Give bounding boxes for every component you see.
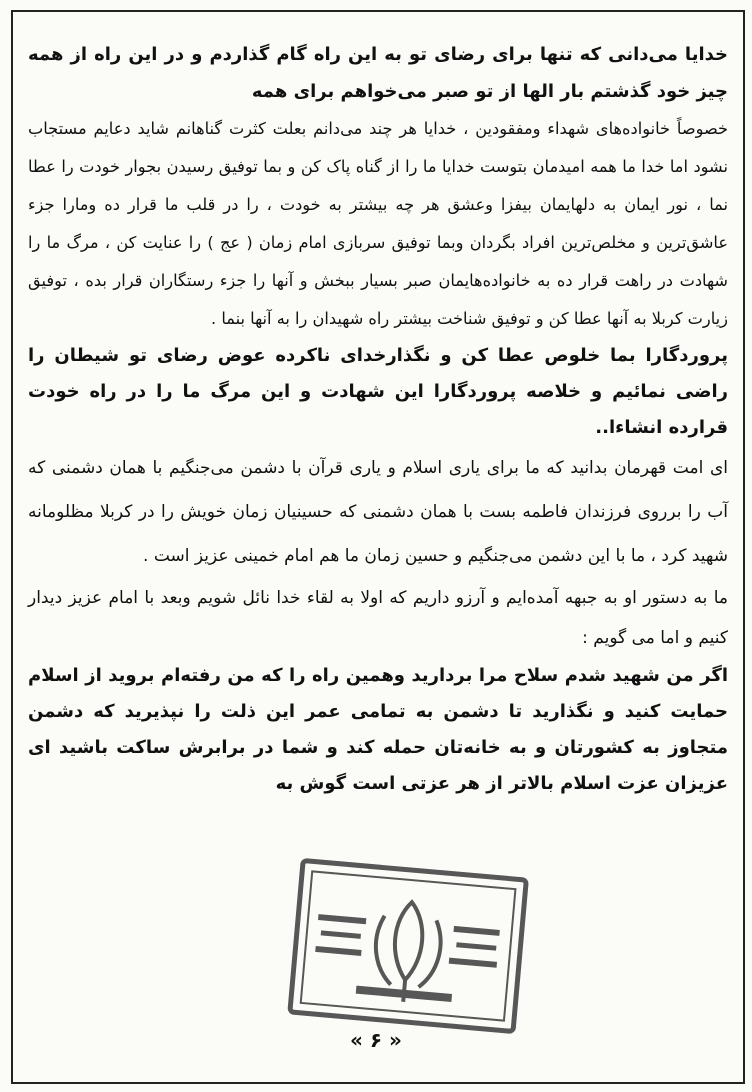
paragraph-front-command: ما به دستور او به جبهه آمده‌ایم و آرزو داریم که اولا به لقاء خدا نائل شویم وبعد با امام عزیز دیدار کنیم و اما می گویم : [28,588,728,648]
paragraph-prayer-sincerity: پروردگارا بما خلوص عطا کن و نگذارخدای ناکرده عوض رضای تو شیطان را راضی نمائیم و خلاصه پروردگارا این شهادت و این مرگ ما را در راه خودت قرارده انشاءا.. [28,345,728,438]
paragraph-prayer-intro: خدایا می‌دانی که تنها برای رضای تو به این راه گام گذاردم و در این راه از همه چیز خود گذشتم بار الها از تو صبر می‌خواهم برای همه [28,44,728,102]
official-stamp [283,852,533,1042]
paragraph-testament-message: اگر من شهید شدم سلاح مرا بردارید وهمین راه را که من رفته‌ام بروید از اسلام حمایت کنید و نگذارید تا دشمن به تمامی عمر این ذلت را نپذیرید که دشمن متجاوز به کشورتان و به خانه‌تان حمله کند و شما در برابرش ساکت باشید ای عزیزان عزت اسلام بالاتر از هر عزتی است گوش به [28,665,728,794]
page-number: « ۶ » [350,1028,402,1052]
paragraph-prayer-families: خصوصاً خانواده‌های شهداء ومفقودین ، خدایا هر چند می‌دانم بعلت کثرت گناهانم شاید دعایم مستجاب نشود اما خدا ما همه امیدمان بتوست خدایا ما را از گناه پاک کن و بما توفیق رسیدن بجوار خودت را عطا نما ، نور ایمان به دلهایمان بیفزا وعشق هر چه بیشتر به خودت ، را در قلب ما قرار ده ومارا جزء عاشق‌ترین و مخلص‌ترین افراد بگردان وبما توفیق سربازی امام زمان ( عج ) را عنایت کن ، مرگ ما را شهادت در راهت قرار ده به خانواده‌هایمان صبر بسیار ببخش و آنها را جزء رستگاران قرار بده ، توفیق زیارت کربلا به آنها عطا کن و توفیق شناخت بیشتر راه شهیدان را به آنها بنما . [28,119,728,328]
document-body [28,36,728,802]
paragraph-nation-address: ای امت قهرمان بدانید که ما برای یاری اسلام و یاری قرآن با دشمن می‌جنگیم با همان دشمنی که آب را برروی فرزندان فاطمه بست با همان دشمنی که حسینیان زمان خویش را در کربلا مظلومانه شهید کرد ، ما با این دشمن می‌جنگیم و حسین زمان ما هم امام خمینی عزیز است . [28,458,728,566]
